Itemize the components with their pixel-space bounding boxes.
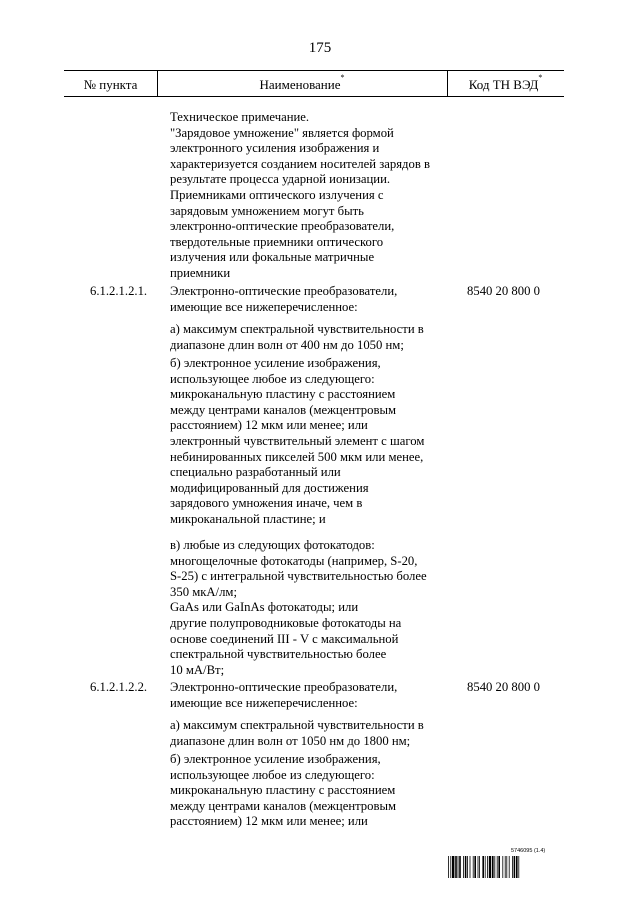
page-number: 175	[308, 40, 332, 56]
item-1-c-line: спектральной чувствительностью более	[170, 647, 387, 662]
item-1-c-line: в) любые из следующих фотокатодов:	[170, 538, 375, 552]
item-2-subitem-a	[170, 718, 424, 749]
item-2-code: 8540 20 800 0	[467, 680, 540, 694]
document-code: 5746095 (1.4)	[511, 848, 546, 854]
tech-note-line: твердотельные приемники оптического	[170, 234, 384, 249]
item-1-a-line: диапазоне длин волн от 400 нм до 1050 нм;	[170, 337, 404, 352]
header-col-name	[157, 70, 447, 96]
header-col-number-label: № пункта	[83, 77, 138, 92]
item-1-subitem-c	[170, 538, 427, 678]
item-1-number: 6.1.2.1.2.1.	[90, 284, 148, 298]
item-2-b-line: использующее любое из следующего:	[170, 767, 375, 782]
item-1-b-line: электронный чувствительный элемент с шагом	[170, 433, 425, 448]
tech-note-line: "Зарядовое умножение" является формой	[170, 125, 394, 140]
table-header	[64, 70, 564, 96]
item-1-b-line: использующее любое из следующего:	[170, 371, 375, 386]
item-1-b-line: между центрами каналов (межцентровым	[170, 402, 397, 417]
barcode-image	[448, 856, 566, 878]
tech-note-line: Приемниками оптического излучения с	[170, 187, 384, 202]
tech-note-line: зарядовым умножением могут быть	[170, 203, 364, 218]
item-2-subitem-b	[170, 752, 396, 830]
item-1-title	[170, 284, 397, 315]
item-1-a-line: а) максимум спектральной чувствительности в	[170, 322, 424, 336]
item-2-b-line: б) электронное усиление изображения,	[170, 752, 381, 766]
header-col-code	[447, 70, 564, 96]
header-col-name-label: Наименование	[259, 77, 341, 92]
item-1-c-line: 10 мА/Вт;	[170, 662, 225, 677]
item-2-a-line: а) максимум спектральной чувствительности в	[170, 718, 424, 732]
item-1-b-line: зарядового умножения иначе, чем в	[170, 496, 363, 511]
tech-note-line: характеризуется созданием носителей зарядов в	[170, 156, 430, 171]
item-1-c-line: 350 мкА/лм;	[170, 584, 237, 599]
item-1-b-line: расстоянием) 12 мкм или менее; или	[170, 418, 368, 433]
header-col-code-footnote-mark: *	[538, 73, 543, 82]
item-1-b-line: микроканальную пластину с расстоянием	[170, 387, 396, 402]
item-1-c-line: S-25) с интегральной чувствительностью более	[170, 569, 427, 584]
item-1-c-line: основе соединений III - V с максимальной	[170, 631, 399, 646]
header-col-code-label: Код ТН ВЭД	[468, 77, 539, 92]
item-1-c-line: GaAs или GaInAs фотокатоды; или	[170, 600, 359, 615]
item-1-code: 8540 20 800 0	[467, 284, 540, 298]
tech-note	[170, 110, 430, 282]
tech-note-line: Техническое примечание.	[170, 110, 310, 124]
item-1-b-line: модифицированный для достижения	[170, 480, 369, 495]
tech-note-line: излучения или фокальные матричные	[170, 250, 375, 265]
item-1-b-line: микроканальной пластине; и	[170, 511, 326, 526]
item-1-subitem-a	[170, 322, 424, 353]
item-1-b-line: небинированных пикселей 500 мкм или менее,	[170, 449, 424, 464]
header-col-number	[64, 70, 157, 96]
item-1-subitem-b	[170, 356, 424, 528]
item-2-number: 6.1.2.1.2.2.	[90, 680, 148, 694]
tech-note-line: электронно-оптические преобразователи,	[170, 219, 395, 234]
item-1-b-line: б) электронное усиление изображения,	[170, 356, 381, 370]
header-bottom-rule	[64, 96, 564, 97]
item-2-b-line: микроканальную пластину с расстоянием	[170, 783, 396, 798]
tech-note-line: приемники	[170, 265, 231, 280]
item-2-title-line: имеющие все нижеперечисленное:	[170, 695, 358, 710]
item-1-c-line: многощелочные фотокатоды (например, S-20,	[170, 553, 418, 568]
item-2-a-line: диапазоне длин волн от 1050 нм до 1800 нм;	[170, 733, 411, 748]
item-2-b-line: расстоянием) 12 мкм или менее; или	[170, 814, 368, 829]
header-col-name-footnote-mark: *	[340, 73, 345, 82]
tech-note-line: результате процесса ударной ионизации.	[170, 172, 391, 187]
tech-note-line: электронного усиления изображения и	[170, 141, 380, 156]
item-1-c-line: другие полупроводниковые фотокатоды на	[170, 615, 402, 630]
item-2-title	[170, 680, 397, 711]
item-2-b-line: между центрами каналов (межцентровым	[170, 798, 397, 813]
item-1-title-line: имеющие все нижеперечисленное:	[170, 299, 358, 314]
item-1-b-line: специально разработанный или	[170, 465, 341, 480]
item-1-title-line: Электронно-оптические преобразователи,	[170, 284, 398, 298]
item-2-title-line: Электронно-оптические преобразователи,	[170, 680, 398, 694]
